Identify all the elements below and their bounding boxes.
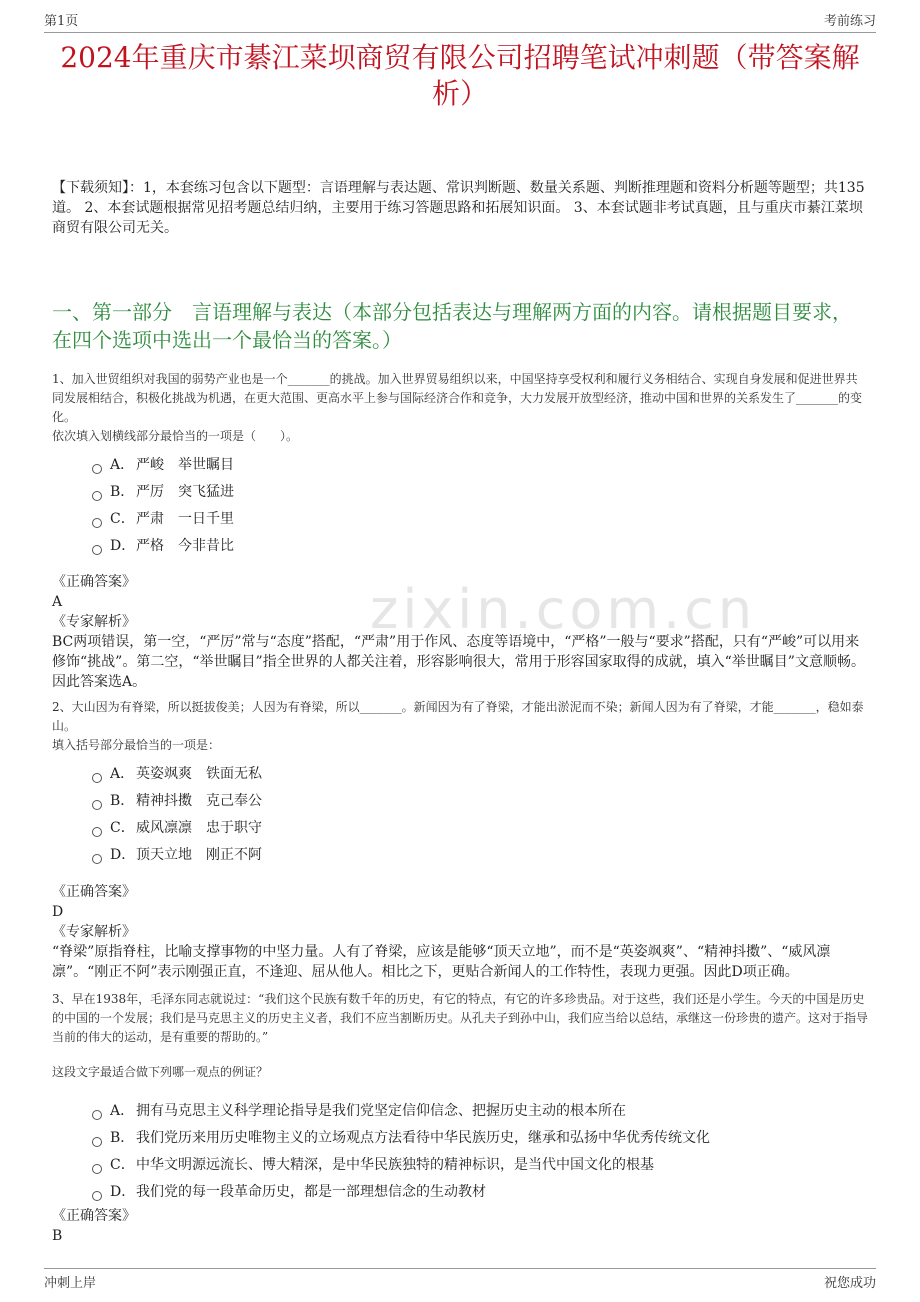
- answer-value: A: [52, 594, 63, 610]
- radio-icon[interactable]: [92, 1164, 102, 1174]
- page-header: [44, 10, 876, 33]
- option-d[interactable]: [92, 842, 868, 869]
- radio-icon[interactable]: [92, 827, 102, 837]
- option-d[interactable]: [92, 1179, 868, 1206]
- radio-icon[interactable]: [92, 1191, 102, 1201]
- option-letter: D．: [110, 1184, 136, 1200]
- document-title: 2024年重庆市綦江菜坝商贸有限公司招聘笔试冲刺题（带答案解析）: [60, 41, 860, 110]
- answer-block-2: [52, 882, 868, 982]
- option-text: 严厉 突飞猛进: [136, 484, 234, 500]
- download-notice: 【下载须知】：1，本套练习包含以下题型：言语理解与表达题、常识判断题、数量关系题、判断推理题和资料分析题等题型；共135道。 2、本套试题根据常见招考题总结归纳，主要用于练习答题思路和拓展知识面。 3、本套试题非考试真题，且与重庆市綦江菜坝商贸有限公司无关。: [52, 180, 865, 236]
- question-prompt: 依次填入划横线部分最恰当的一项是（ ）。: [52, 429, 299, 443]
- analysis-text: BC两项错误，第一空，“严厉”常与“态度”搭配，“严肃”用于作风、态度等语境中，“严格”一般与“要求”搭配，只有“严峻”可以用来修饰“挑战”。第二空，“举世瞩目”指全世界的人都关注着，形容影响很大，常用于形容国家取得的成就，填入“举世瞩目”文意顺畅。因此答案选A。: [52, 634, 865, 690]
- option-c[interactable]: [92, 1152, 868, 1179]
- answer-value: B: [52, 1228, 63, 1244]
- option-letter: A．: [110, 766, 135, 782]
- option-list: [92, 761, 868, 869]
- option-text: 威风凛凛 忠于职守: [136, 820, 262, 836]
- option-letter: A．: [110, 1103, 135, 1119]
- option-a[interactable]: [92, 452, 868, 479]
- option-text: 英姿飒爽 铁面无私: [136, 766, 262, 782]
- option-list: [92, 452, 868, 560]
- footer-right: 祝您成功: [823, 1276, 876, 1291]
- option-letter: A．: [110, 457, 135, 473]
- radio-icon[interactable]: [92, 545, 102, 555]
- radio-icon[interactable]: [92, 854, 102, 864]
- option-letter: C．: [110, 511, 135, 527]
- option-a[interactable]: [92, 761, 868, 788]
- answer-label: 《正确答案》: [52, 574, 136, 590]
- radio-icon[interactable]: [92, 464, 102, 474]
- option-text: 严肃 一日千里: [136, 511, 234, 527]
- radio-icon[interactable]: [92, 491, 102, 501]
- radio-icon[interactable]: [92, 800, 102, 810]
- option-text: 严格 今非昔比: [136, 538, 234, 554]
- option-letter: B．: [110, 1130, 135, 1146]
- question-prompt: 这段文字最适合做下列哪一观点的例证？: [52, 1065, 269, 1079]
- option-list: [92, 1098, 868, 1206]
- radio-icon[interactable]: [92, 1137, 102, 1147]
- option-text: 我们党的每一段革命历史，都是一部理想信念的生动教材: [136, 1184, 486, 1200]
- header-tag: 考前练习: [823, 14, 876, 29]
- option-b[interactable]: [92, 479, 868, 506]
- option-text: 精神抖擞 克己奉公: [136, 793, 262, 809]
- radio-icon[interactable]: [92, 1110, 102, 1120]
- question-stem: 3、早在1938年，毛泽东同志就说过：“我们这个民族有数千年的历史，有它的特点，有它的许多珍贵品。对于这些，我们还是小学生。今天的中国是历史的中国的一个发展；我们是马克思主义的历史主义者，我们不应当割断历史。从孔夫子到孙中山，我们应当给以总结，承继这一份珍贵的遗产。这对于指导当前的伟大的运动，是有重要的帮助的。”: [52, 992, 869, 1044]
- question-prompt: 填入括号部分最恰当的一项是：: [52, 738, 221, 752]
- option-b[interactable]: [92, 788, 868, 815]
- radio-icon[interactable]: [92, 773, 102, 783]
- answer-label: 《正确答案》: [52, 1208, 136, 1224]
- option-a[interactable]: [92, 1098, 868, 1125]
- option-text: 顶天立地 刚正不阿: [136, 847, 262, 863]
- option-letter: D．: [110, 847, 136, 863]
- analysis-text: “脊梁”原指脊柱，比喻支撑事物的中坚力量。人有了脊梁，应该是能够“顶天立地”，而不是“英姿飒爽”、“精神抖擞”、“威风凛凛”。“刚正不阿”表示刚强正直，不逢迎、屈从他人。相比之下，更贴合新闻人的工作特性，表现力更强。因此D项正确。: [52, 944, 831, 980]
- question-1: [52, 370, 868, 560]
- option-d[interactable]: [92, 533, 868, 560]
- option-b[interactable]: [92, 1125, 868, 1152]
- page-number: 第1页: [44, 14, 79, 29]
- analysis-label: 《专家解析》: [52, 614, 136, 630]
- watermark: zixin.com.cn: [370, 578, 757, 641]
- answer-block-3: [52, 1206, 868, 1246]
- option-letter: B．: [110, 793, 135, 809]
- radio-icon[interactable]: [92, 518, 102, 528]
- option-text: 中华文明源远流长、博大精深，是中华民族独特的精神标识，是当代中国文化的根基: [136, 1157, 654, 1173]
- option-c[interactable]: [92, 506, 868, 533]
- page-footer: [44, 1268, 876, 1291]
- answer-block-1: [52, 572, 868, 692]
- footer-left: 冲刺上岸: [44, 1276, 97, 1291]
- question-2: [52, 698, 868, 869]
- question-stem: 1、加入世贸组织对我国的弱势产业也是一个_______的挑战。加入世界贸易组织以来，中国坚持享受权利和履行义务相结合、实现自身发展和促进世界共同发展相结合，积极化挑战为机遇，在更大范围、更高水平上参与国际经济合作和竞争，大力发展开放型经济，推动中国和世界的关系发生了_______的变化。: [52, 372, 863, 424]
- answer-value: D: [52, 904, 64, 920]
- option-c[interactable]: [92, 815, 868, 842]
- option-letter: C．: [110, 1157, 135, 1173]
- option-letter: D．: [110, 538, 136, 554]
- option-letter: C．: [110, 820, 135, 836]
- option-text: 严峻 举世瞩目: [136, 457, 234, 473]
- option-text: 拥有马克思主义科学理论指导是我们党坚定信仰信念、把握历史主动的根本所在: [136, 1103, 626, 1119]
- option-text: 我们党历来用历史唯物主义的立场观点方法看待中华民族历史，继承和弘扬中华优秀传统文化: [136, 1130, 710, 1146]
- answer-label: 《正确答案》: [52, 884, 136, 900]
- question-3: [52, 990, 868, 1206]
- option-letter: B．: [110, 484, 135, 500]
- analysis-label: 《专家解析》: [52, 924, 136, 940]
- question-stem: 2、大山因为有脊梁，所以挺拔俊美；人因为有脊梁，所以_______。新闻因为有了脊梁，才能出淤泥而不染；新闻人因为有了脊梁，才能_______，稳如泰山。: [52, 700, 864, 733]
- section-heading: 一、第一部分 言语理解与表达（本部分包括表达与理解两方面的内容。请根据题目要求，在四个选项中选出一个最恰当的答案。）: [52, 300, 852, 352]
